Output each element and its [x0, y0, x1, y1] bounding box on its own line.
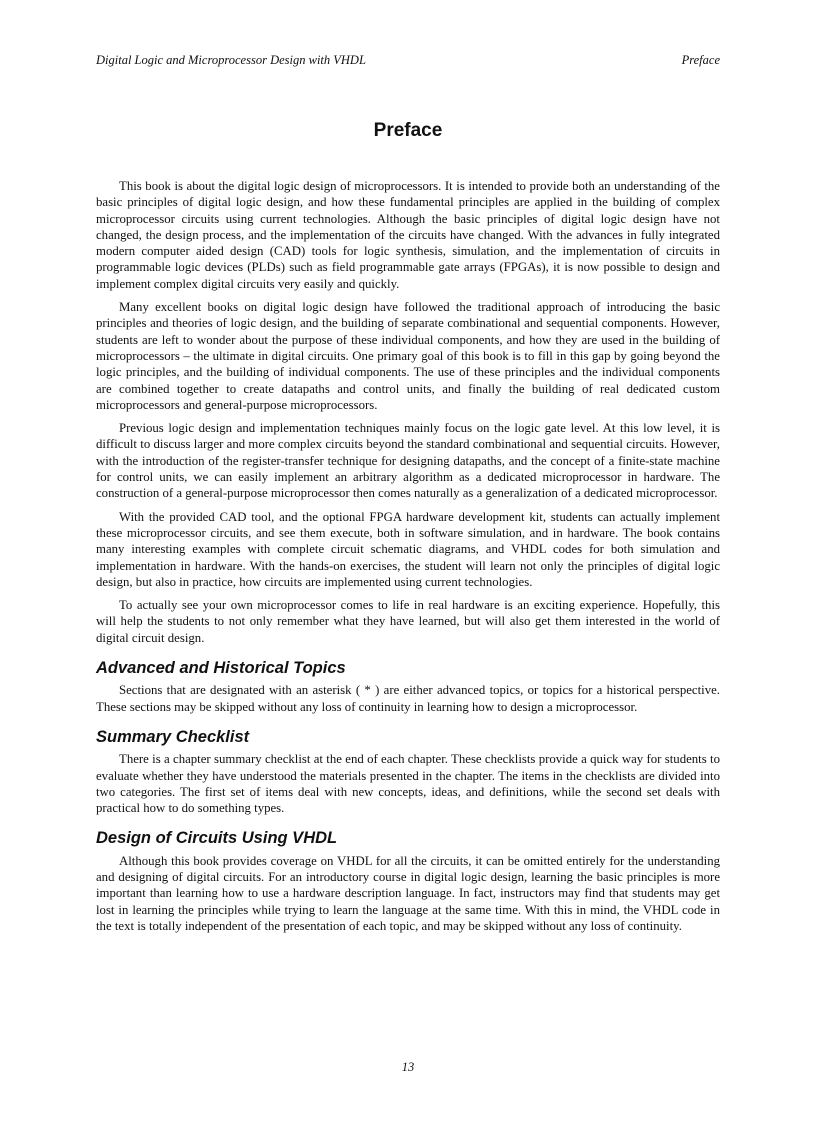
paragraph: To actually see your own microprocessor comes to life in real hardware is an exciting experience. Hopefully, this will help the students to not only remember what they have learned, but will also get them interested in the world of digital circuit design.	[96, 598, 720, 645]
section-heading: Summary Checklist	[96, 727, 250, 746]
paragraph: Many excellent books on digital logic design have followed the traditional approach of introducing the basic principles and theories of logic design, and the building of separate combinational and sequential components. However, students are left to wonder about the purpose of these individual components, and how they are used in the building of microprocessors – the ultimate in digital circuits. One primary goal of this book is to fill in this gap by going beyond the logic principles, and the building of individual components. The use of these principles and the individual components are combined together to create datapaths and control units, and finally the building of real dedicated custom microprocessors and general-purpose microprocessors.	[96, 300, 720, 412]
section-heading: Design of Circuits Using VHDL	[96, 829, 338, 848]
page-title: Preface	[373, 120, 443, 141]
paragraph: Previous logic design and implementation techniques mainly focus on the logic gate level. At this low level, it is difficult to discuss larger and more complex circuits beyond the standard combinational and sequential circuits. However, with the introduction of the register-transfer technique for designing datapaths, and the concept of a finite-state machine for control units, we can easily implement an arbitrary algorithm as a dedicated microprocessor in hardware. The construction of a general-purpose microprocessor then comes naturally as a generalization of a dedicated microprocessor.	[96, 421, 720, 501]
header-section: Preface	[681, 53, 720, 67]
document-page	[96, 0, 720, 1123]
body-text	[96, 178, 720, 941]
paragraph: This book is about the digital logic design of microprocessors. It is intended to provide both an understanding of the basic principles of digital logic design, and how these fundamental principles are applied in the building of complex microprocessor circuits using current technologies. Although the basic principles of digital logic design have not changed, the design process, and the implementation of the circuits have changed. With the advances in fully integrated modern computer aided design (CAD) tools for logic synthesis, simulation, and the implementation of circuits in programmable logic devices (PLDs) such as field programmable gate arrays (FPGAs), it is now possible to design and implement complex digital circuits very easily and quickly.	[96, 179, 720, 291]
section-heading: Advanced and Historical Topics	[96, 659, 346, 678]
paragraph: With the provided CAD tool, and the optional FPGA hardware development kit, students can actually implement these microprocessor circuits, and see them execute, both in software simulation, and in hardware. The book contains many interesting examples with complete circuit schematic diagrams, and VHDL codes for both simulation and implementation in hardware. With the hands-on exercises, the student will learn not only the principles of digital logic design, but also in practice, how circuits are implemented using current technologies.	[96, 509, 720, 589]
header-book-title: Digital Logic and Microprocessor Design with VHDL	[96, 53, 366, 67]
running-header	[96, 53, 720, 68]
page-number: 13	[401, 1060, 415, 1074]
paragraph: Sections that are designated with an asterisk ( * ) are either advanced topics, or topics for a historical perspective. These sections may be skipped without any loss of continuity in learning how to design a microprocessor.	[96, 683, 720, 714]
paragraph: Although this book provides coverage on VHDL for all the circuits, it can be omitted entirely for the understanding and designing of digital circuits. For an introductory course in digital logic design, learning the basic principles is more important than learning how to use a hardware description language. In fact, instructors may find that students may get lost in learning the principles while trying to learn the language at the same time. With this in mind, the VHDL code in the text is totally independent of the presentation of each topic, and may be skipped without any loss of continuity.	[96, 853, 720, 933]
paragraph: There is a chapter summary checklist at the end of each chapter. These checklists provide a quick way for students to evaluate whether they have understood the materials presented in the chapter. The items in the checklists are divided into two categories. The first set of items deal with new concepts, ideas, and definitions, while the second set deals with practical how to do something types.	[96, 752, 720, 816]
